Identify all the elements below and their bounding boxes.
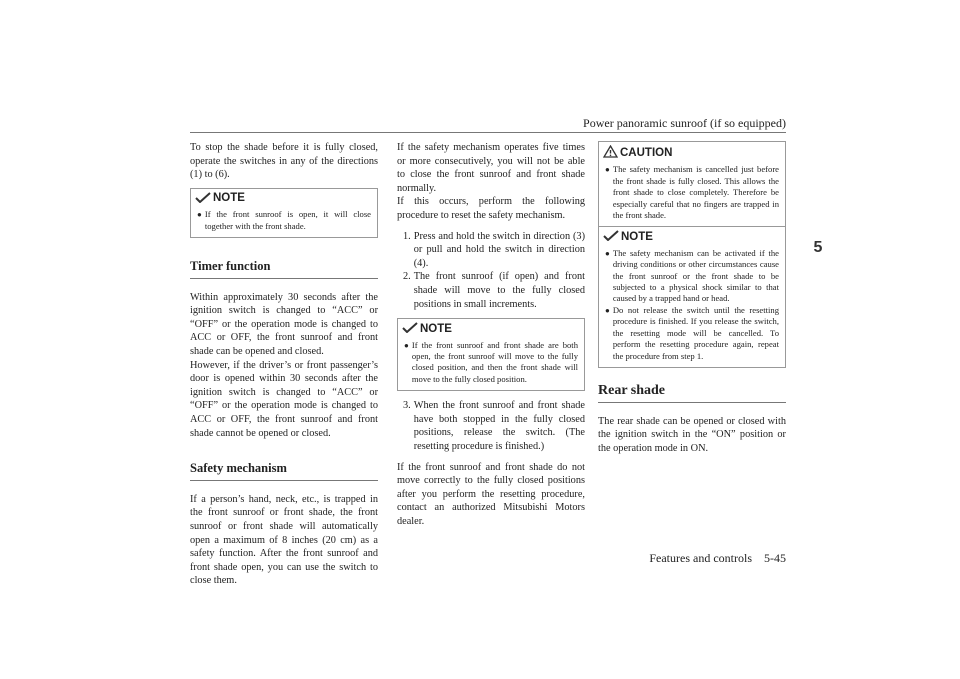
note-item: ● The safety mechanism can be activated if the driving conditions or other circumstances cause the front sunroof or the front shade to be subjected to a physical shock similar to that caused by a trapped hand or head. [605, 247, 779, 304]
note-box-3 [598, 226, 786, 367]
note-box-2 [397, 318, 585, 391]
bullet-icon: ● [605, 165, 610, 175]
section-heading-safety: Safety mechanism [190, 454, 378, 481]
bullet-icon: ● [605, 248, 610, 258]
timer-paragraph-2: However, if the driver’s or front passenger’s door is opened within 30 seconds after the ignition switch is changed to “ACC” or “OFF” or the operation mode is changed to ACC or OFF, the front sunroof and front shade cannot be opened or closed. [190, 359, 378, 439]
safety-paragraph-3: If this occurs, perform the following procedure to reset the safety mechanism. [397, 196, 585, 221]
chapter-tab: 5 [796, 226, 840, 270]
bullet-icon: ● [197, 210, 202, 220]
note-heading: NOTE [195, 192, 371, 206]
dealer-paragraph: If the front sunroof and front shade do not move correctly to the fully closed positions after you perform the resetting procedure, contact an authorized Mitsubishi Motors dealer. [397, 461, 585, 527]
caution-heading: CAUTION [603, 145, 779, 161]
safety-paragraph-1: If a person’s hand, neck, etc., is trapped in the front sunroof or front shade, the front sunroof or front shade will automatically open a maximum of 8 inches (20 cm) as a safety function. After the front sunroof and front shade open, you can use the switch to close them. [190, 493, 378, 587]
reset-steps-list [397, 230, 585, 312]
note-item: ● If the front sunroof is open, it will close together with the front shade. [197, 209, 371, 231]
caution-item: ● The safety mechanism is cancelled just before the front shade is fully closed. This allows the front shade to close completely. Therefore be especially careful that no fingers are trapped in the front shade. [605, 164, 779, 221]
note-item: ● Do not release the switch until the resetting procedure is finished. If you release the switch, the resetting mode will be cancelled. To perform the resetting procedure again, repeat the procedure from step 1. [605, 304, 779, 361]
safety-paragraph-2: If the safety mechanism operates five times or more consecutively, you will not be able to close the front sunroof and front shade normally. [397, 142, 585, 194]
footer-page-number: 5-45 [764, 551, 786, 565]
column-2 [397, 141, 585, 529]
section-heading-timer: Timer function [190, 252, 378, 279]
bullet-icon: ● [605, 305, 610, 315]
note-item: ● If the front sunroof and front shade are both open, the front sunroof will move to the fully closed position, and then the front shade will move to the fully closed position. [404, 339, 578, 384]
note-box-1 [190, 188, 378, 238]
timer-paragraph-1: Within approximately 30 seconds after the ignition switch is changed to “ACC” or “OFF” or the operation mode is changed to ACC or OFF, the front sunroof and front shade can be opened and closed. [190, 291, 378, 357]
list-item: 3. When the front sunroof and front shade have both stopped in the fully closed positions, release the switch. (The resetting procedure is finished.) [403, 400, 585, 452]
column-3 [598, 141, 786, 455]
reset-steps-list-continued [397, 399, 585, 453]
page-footer [600, 551, 786, 566]
note-pencil-icon [603, 230, 619, 244]
column-1 [190, 141, 378, 588]
caution-box [598, 141, 786, 227]
list-item: 2. The front sunroof (if open) and front shade will move to the fully closed positions in small increments. [403, 271, 585, 310]
bullet-icon: ● [404, 340, 409, 350]
page-header: Power panoramic sunroof (if so equipped) [583, 116, 786, 130]
rear-shade-paragraph: The rear shade can be opened or closed with the ignition switch in the “ON” position or the operation mode in ON. [598, 415, 786, 454]
note-pencil-icon [195, 192, 211, 206]
header-rule [190, 132, 786, 133]
warning-triangle-icon [603, 145, 618, 161]
note-heading: NOTE [603, 230, 779, 244]
section-heading-rear-shade: Rear shade [598, 376, 786, 403]
note-heading: NOTE [402, 322, 578, 336]
note-pencil-icon [402, 322, 418, 336]
list-item: 1. Press and hold the switch in direction (3) or pull and hold the switch in direction (4). [403, 230, 585, 269]
intro-paragraph: To stop the shade before it is fully closed, operate the switches in any of the directions (1) to (6). [190, 142, 378, 181]
footer-section: Features and controls [649, 551, 752, 565]
